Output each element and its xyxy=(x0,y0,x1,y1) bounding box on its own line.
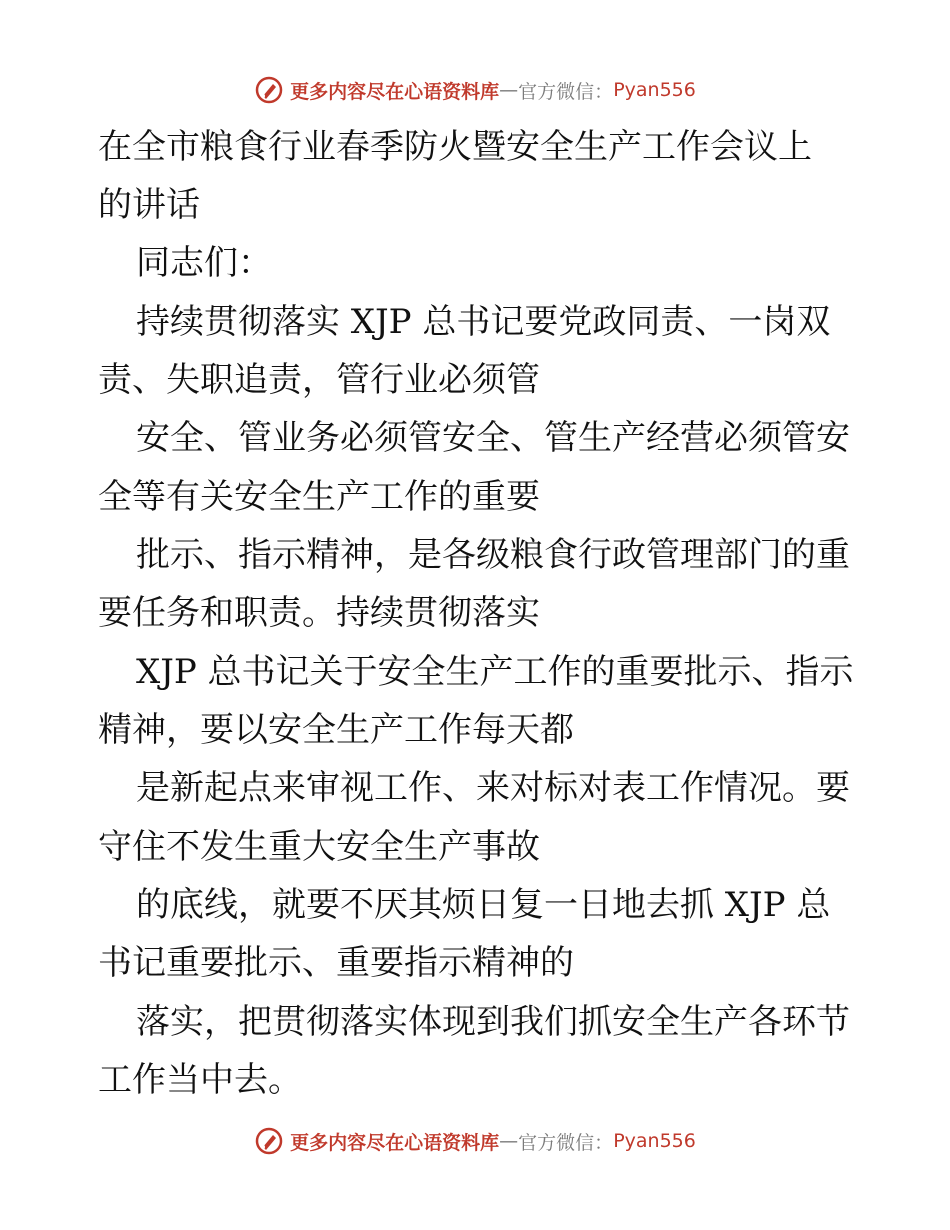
document-line: 安全、管业务必须管安全、管生产经营必须管安 xyxy=(136,418,850,458)
header-wechat-label: 官方微信： xyxy=(518,80,614,103)
document-line: 责、失职追责，管行业必须管 xyxy=(98,360,540,400)
document-line: 书记重要批示、重要指示精神的 xyxy=(98,943,574,983)
document-line: 要任务和职责。持续贯彻落实 xyxy=(98,593,540,633)
document-line: 守住不发生重大安全生产事故 xyxy=(98,827,540,867)
header-separator: — xyxy=(499,79,519,101)
footer-wechat-label: 官方微信： xyxy=(518,1131,614,1154)
document-line: 在全市粮食行业春季防火暨安全生产工作会议上 xyxy=(98,127,812,167)
footer-watermark xyxy=(0,1121,950,1161)
document-line: 是新起点来审视工作、来对标对表工作情况。要 xyxy=(136,768,850,808)
document-line: 同志们： xyxy=(136,243,272,283)
document-line: 落实，把贯彻落实体现到我们抓安全生产各环节 xyxy=(136,1002,850,1042)
document-line: 工作当中去。 xyxy=(98,1060,302,1100)
footer-promo-text: 更多内容尽在心语资料库 xyxy=(290,1131,500,1154)
document-line: 持续贯彻落实 XJP 总书记要党政同责、一岗双 xyxy=(136,302,831,342)
document-line: XJP 总书记关于安全生产工作的重要批示、指示 xyxy=(136,652,854,692)
footer-separator: — xyxy=(499,1130,519,1152)
pen-nib-logo-icon xyxy=(254,1126,284,1156)
header-wechat-id: Pyan556 xyxy=(613,79,696,101)
document-line: 批示、指示精神，是各级粮食行政管理部门的重 xyxy=(136,535,850,575)
header-promo-text: 更多内容尽在心语资料库 xyxy=(290,80,500,103)
document-line: 全等有关安全生产工作的重要 xyxy=(98,477,540,517)
document-line: 的讲话 xyxy=(98,185,200,225)
document-line: 精神，要以安全生产工作每天都 xyxy=(98,710,574,750)
footer-wechat-id: Pyan556 xyxy=(613,1130,696,1152)
document-line: 的底线，就要不厌其烦日复一日地去抓 XJP 总 xyxy=(136,885,831,925)
